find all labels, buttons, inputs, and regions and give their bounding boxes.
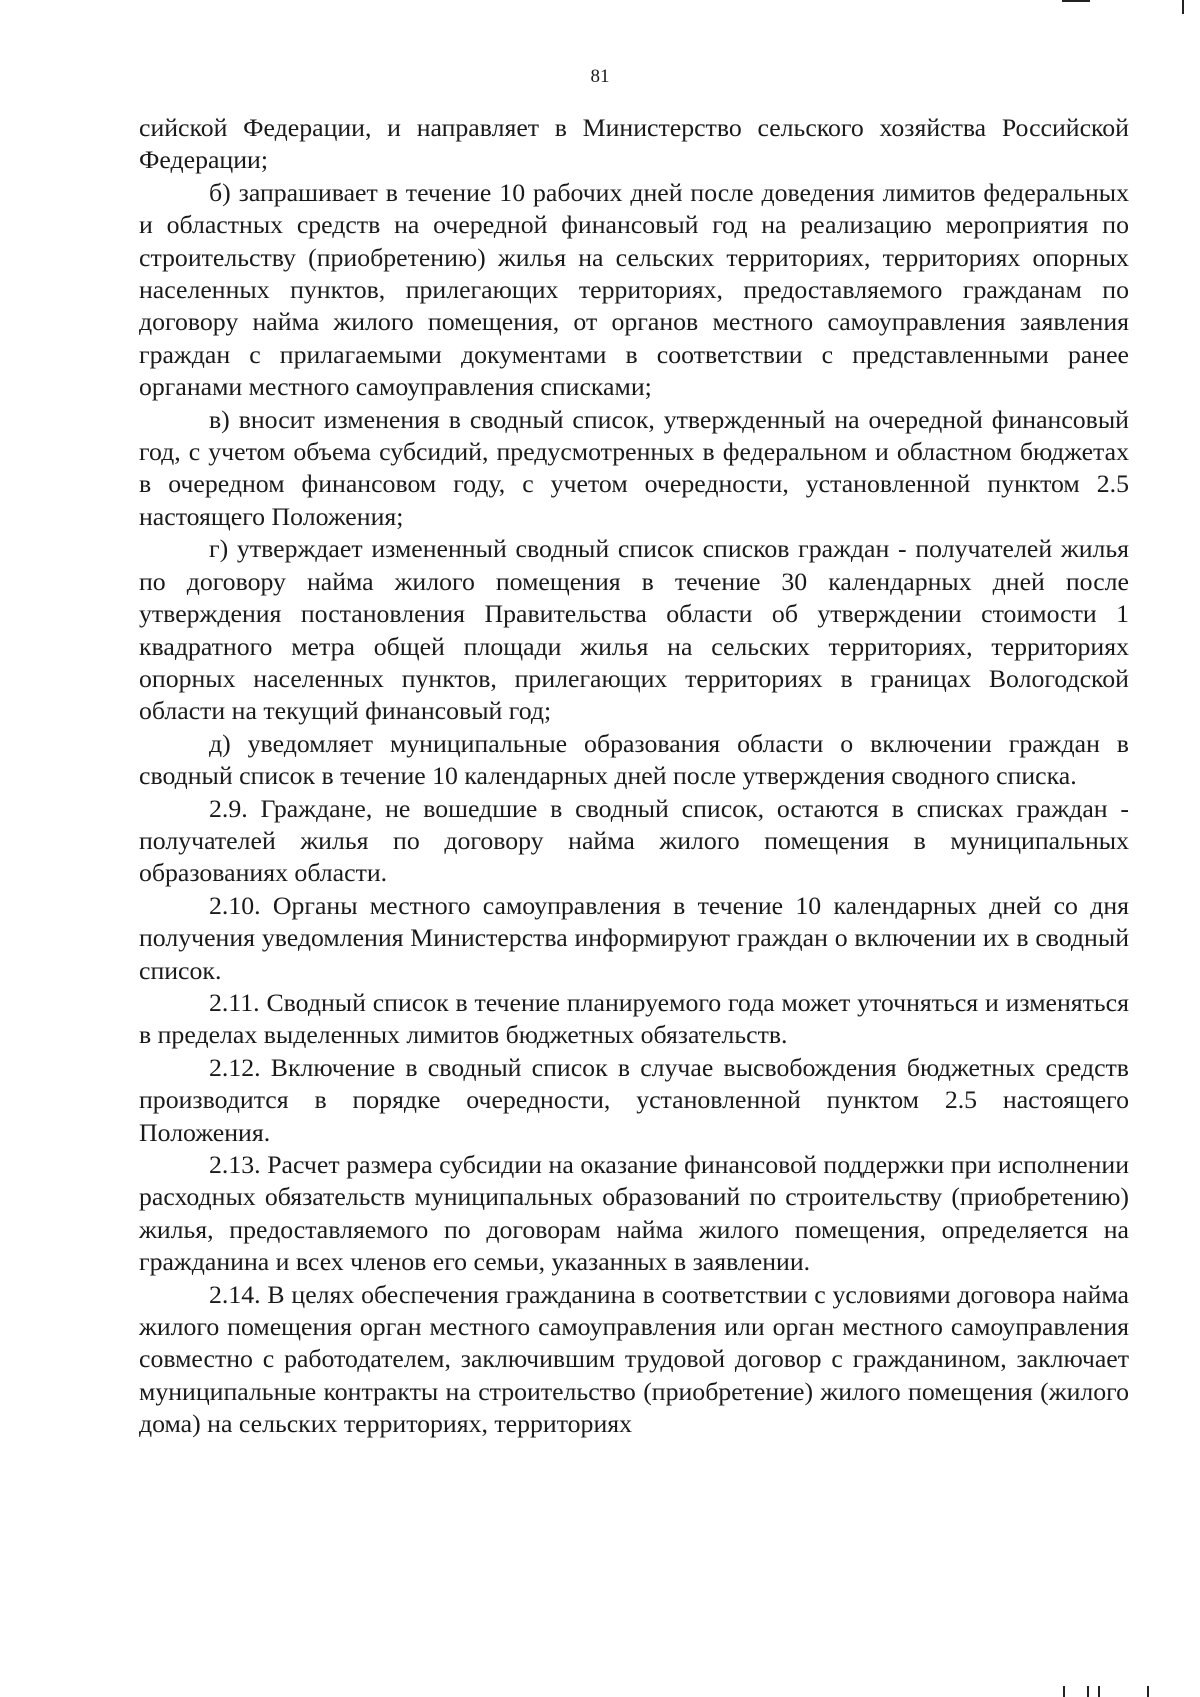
scan-edge-mark — [1063, 1686, 1065, 1697]
paragraph: 2.11. Сводный список в течение планируемого года может уточняться и изменяться в пределах выделенных лимитов бюджетных обязательств. — [139, 987, 1129, 1050]
paragraph: 2.10. Органы местного самоуправления в течение 10 календарных дней со дня получения уведомления Министерства информируют граждан о включении их в сводный список. — [139, 890, 1129, 985]
body-text — [139, 112, 1129, 1441]
paragraph: д) уведомляет муниципальные образования области о включении граждан в сводный список в течение 10 календарных дней после утверждения сводного списка. — [139, 728, 1129, 791]
paragraph: в) вносит изменения в сводный список, утвержденный на очередной финансовый год, с учетом объема субсидий, предусмотренных в федеральном и областном бюджетах в очередном финансовом году, с учетом очередности, установленной пунктом 2.5 настоящего Положения; — [139, 404, 1129, 531]
page-number: 81 — [590, 66, 610, 87]
paragraph: 2.12. Включение в сводный список в случае высвобождения бюджетных средств производится в порядке очередности, установленной пунктом 2.5 настоящего Положения. — [139, 1052, 1129, 1147]
paragraph: 2.9. Граждане, не вошедшие в сводный список, остаются в списках граждан - получателей жилья по договору найма жилого помещения в муниципальных образованиях области. — [139, 793, 1129, 888]
scan-edge-mark — [1147, 1686, 1149, 1697]
paragraph: сийской Федерации, и направляет в Министерство сельского хозяйства Российской Федерации; — [139, 113, 1129, 175]
scan-edge-mark — [1087, 1686, 1089, 1697]
paragraph: г) утверждает измененный сводный список списков граждан - получателей жилья по договору найма жилого помещения в течение 30 календарных дней после утверждения постановления Правительства области об утверждении стоимости 1 квадратного метра общей площади жилья на сельских территориях, территориях опорных населенных пунктов, прилегающих территориях в границах Вологодской области на текущий финансовый год; — [139, 534, 1129, 726]
paragraph: 2.14. В целях обеспечения гражданина в соответствии с условиями договора найма жилого помещения орган местного самоуправления или орган местного самоуправления совместно с работодателем, заключившим трудовой договор с гражданином, заключает муниципальные контракты на строительство (приобретение) жилого помещения (жилого дома) на сельских территориях, территориях — [139, 1279, 1129, 1439]
paragraph: 2.13. Расчет размера субсидии на оказание финансовой поддержки при исполнении расходных обязательств муниципальных образований по строительству (приобретению) жилья, предоставляемого по договорам найма жилого помещения, определяется на гражданина и всех членов его семьи, указанных в заявлении. — [139, 1150, 1129, 1277]
scan-edge-mark — [1182, 0, 1184, 14]
scan-edge-mark — [1062, 0, 1090, 2]
paragraph: б) запрашивает в течение 10 рабочих дней после доведения лимитов федеральных и областных средств на очередной финансовый год на реализацию мероприятия по строительству (приобретению) жилья на сельских территориях, территориях опорных населенных пунктов, прилегающих территориях, предоставляемого гражданам по договору найма жилого помещения, от органов местного самоуправления заявления граждан с прилагаемыми документами в соответствии с представленными ранее органами местного самоуправления списками; — [139, 177, 1129, 402]
scan-edge-mark — [1098, 1686, 1100, 1697]
